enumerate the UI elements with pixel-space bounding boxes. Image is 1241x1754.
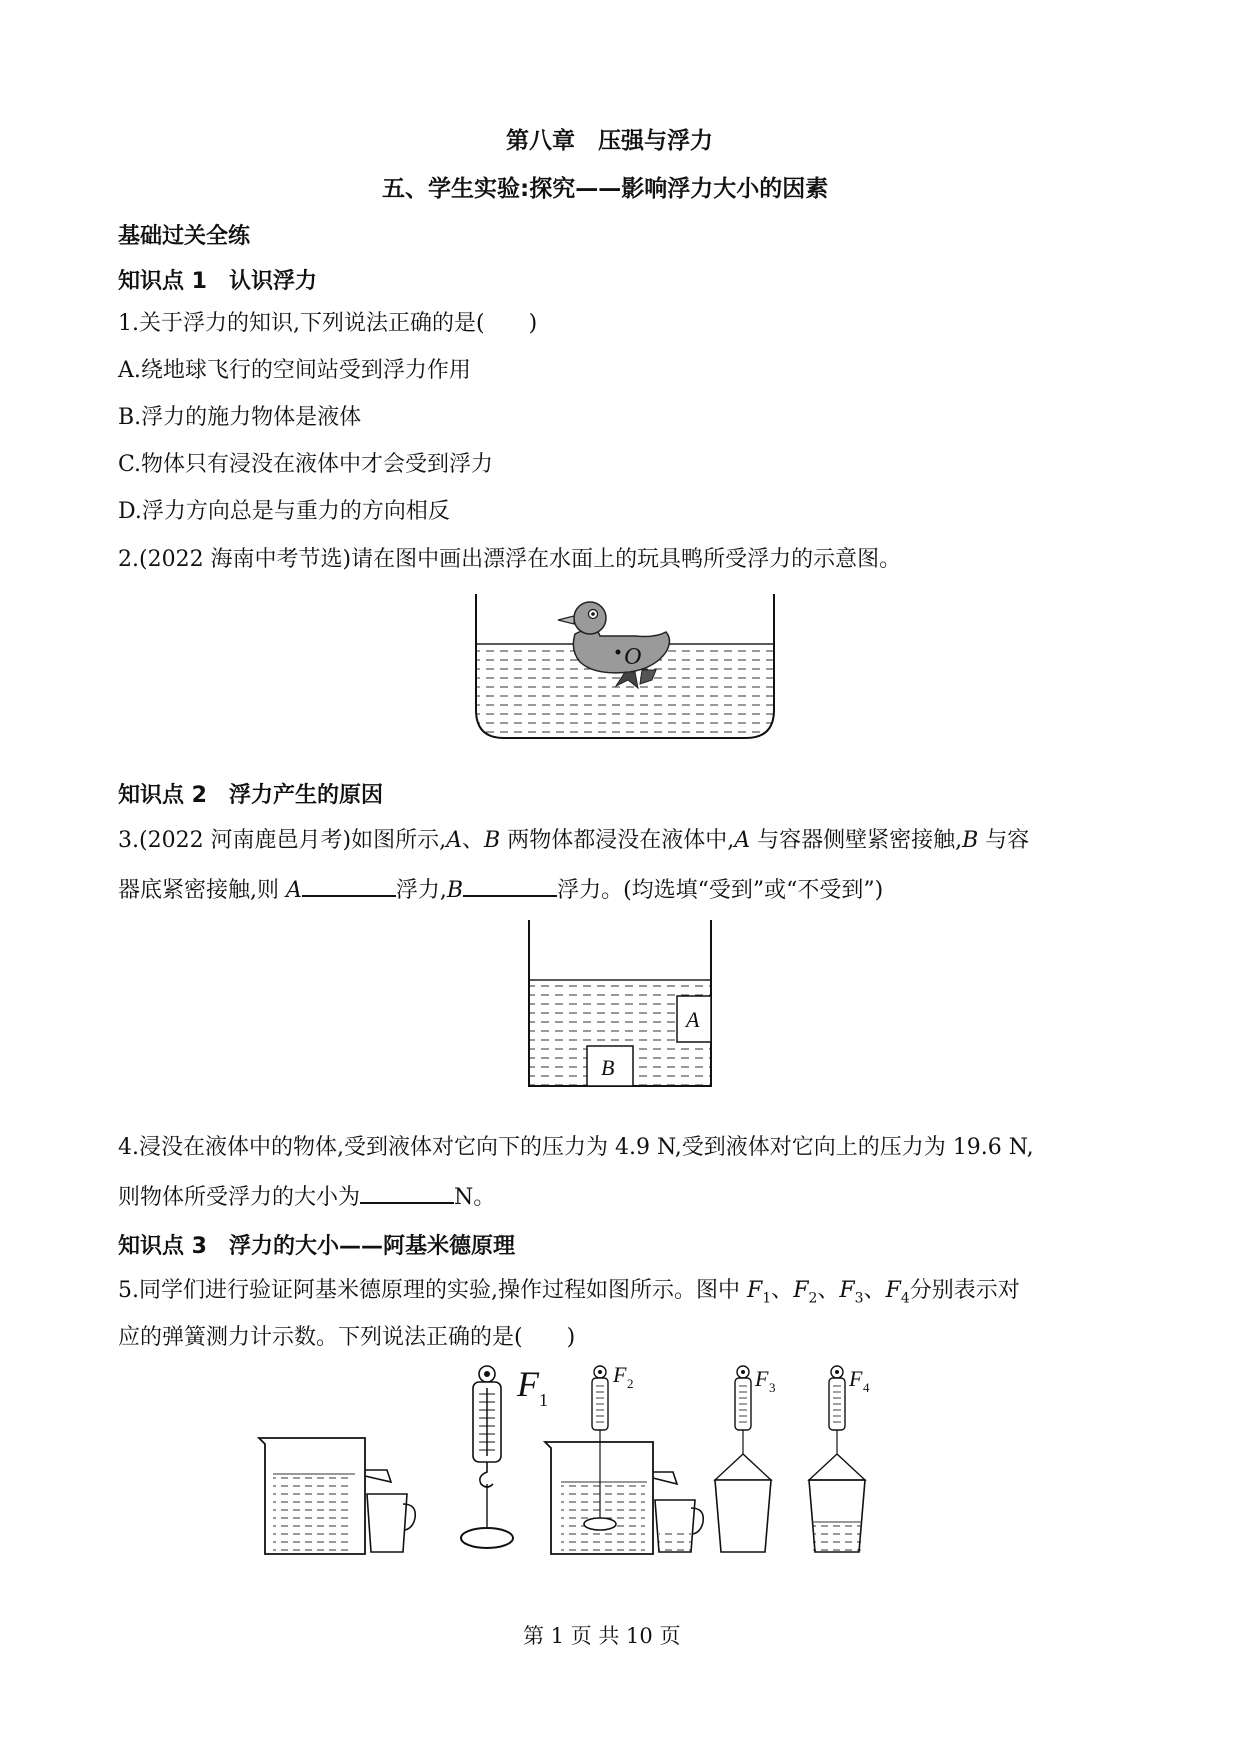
spring-scale-f1 [461, 1366, 513, 1548]
q3-var-b-2: B [962, 828, 979, 853]
question-3-line-1 [118, 826, 1029, 856]
question-1-option-d: D.浮力方向总是与重力的方向相反 [118, 499, 450, 524]
q5-text-1: 5.同学们进行验证阿基米德原理的实验,操作过程如图所示。图中 [118, 1278, 747, 1303]
q3-var-b: B [484, 828, 501, 853]
q3-text-7: 浮力, [395, 878, 447, 903]
question-4-line-2 [118, 1180, 495, 1213]
knowledge-point-2-heading: 知识点 2 浮力产生的原因 [118, 783, 383, 808]
q5-sep3: 、 [863, 1278, 886, 1303]
question-1-stem: 1.关于浮力的知识,下列说法正确的是( ) [118, 311, 538, 336]
q3-text-2: 、 [462, 828, 485, 853]
q4-text-1: 则物体所受浮力的大小为 [118, 1185, 361, 1210]
label-f2-sub: 2 [627, 1376, 634, 1391]
practice-heading: 基础过关全练 [118, 224, 251, 249]
duck-figure [470, 592, 790, 742]
q5-sep2: 、 [817, 1278, 840, 1303]
question-2-stem: 2.(2022 海南中考节选)请在图中画出漂浮在水面上的玩具鸭所受浮力的示意图。 [118, 547, 902, 572]
question-1-option-a: A.绕地球飞行的空间站受到浮力作用 [118, 358, 471, 383]
page-footer: 第 1 页 共 10 页 [523, 1624, 681, 1648]
point-o-label: O [624, 644, 642, 670]
q3-text-8: 浮力。(均选填“受到”或“不受到”) [557, 878, 884, 903]
question-5-line-2: 应的弹簧测力计示数。下列说法正确的是( ) [118, 1325, 576, 1350]
knowledge-point-3-heading: 知识点 3 浮力的大小——阿基米德原理 [118, 1234, 515, 1259]
label-f3-sub: 3 [769, 1380, 776, 1395]
q3-text-1: 3.(2022 河南鹿邑月考)如图所示, [118, 828, 447, 853]
label-f4: F [849, 1366, 863, 1391]
answer-blank-force[interactable] [360, 1180, 454, 1204]
block-a-label: A [686, 1007, 700, 1032]
answer-blank-a[interactable] [302, 873, 396, 897]
container-ab-figure [525, 918, 715, 1090]
q5-f3: F [839, 1278, 855, 1303]
question-5-line-1 [118, 1276, 1020, 1313]
label-f1: F [517, 1364, 539, 1404]
q3-text-6: 器底紧密接触,则 [118, 878, 286, 903]
q5-f2: F [793, 1278, 809, 1303]
label-f4-sub: 4 [863, 1380, 870, 1395]
block-b-label: B [601, 1055, 615, 1080]
q5-sub1: 1 [762, 1290, 772, 1307]
spring-scale-f4 [809, 1366, 865, 1552]
knowledge-point-1-heading: 知识点 1 认识浮力 [118, 269, 317, 294]
question-1-option-c: C.物体只有浸没在液体中才会受到浮力 [118, 452, 494, 477]
question-4-line-1: 4.浸没在液体中的物体,受到液体对它向下的压力为 4.9 N,受到液体对它向上的压力为 19.6 N, [118, 1135, 1034, 1160]
q5-sub4: 4 [900, 1290, 910, 1307]
label-f3: F [755, 1366, 769, 1391]
spring-scale-f3 [715, 1366, 771, 1552]
q5-f4: F [885, 1278, 901, 1303]
section-title: 五、学生实验:探究——影响浮力大小的因素 [382, 176, 829, 202]
q5-text-2: 分别表示对 [909, 1278, 1020, 1303]
q5-sep1: 、 [771, 1278, 794, 1303]
q4-text-2: N。 [454, 1185, 496, 1210]
chapter-title: 第八章 压强与浮力 [506, 128, 713, 154]
q5-f1: F [746, 1278, 763, 1303]
small-cup-2 [655, 1500, 703, 1552]
q3-var-a-2: A [734, 828, 751, 853]
archimedes-experiment-figure [255, 1362, 1015, 1562]
q5-sub3: 3 [854, 1290, 864, 1307]
label-f1-sub: 1 [539, 1390, 548, 1410]
q3-text-5: 与容 [978, 828, 1030, 853]
question-3-line-2 [118, 873, 883, 906]
small-cup-1 [367, 1494, 415, 1552]
q3-text-3: 两物体都浸没在液体中, [500, 828, 735, 853]
q3-var-a: A [446, 828, 463, 853]
question-1-option-b: B.浮力的施力物体是液体 [118, 405, 362, 430]
q3-var-a-3: A [286, 878, 302, 903]
q5-sub2: 2 [808, 1290, 818, 1307]
label-f2: F [613, 1362, 627, 1387]
answer-blank-b[interactable] [463, 873, 557, 897]
q3-text-4: 与容器侧壁紧密接触, [750, 828, 963, 853]
q3-var-b-3: B [446, 878, 464, 903]
